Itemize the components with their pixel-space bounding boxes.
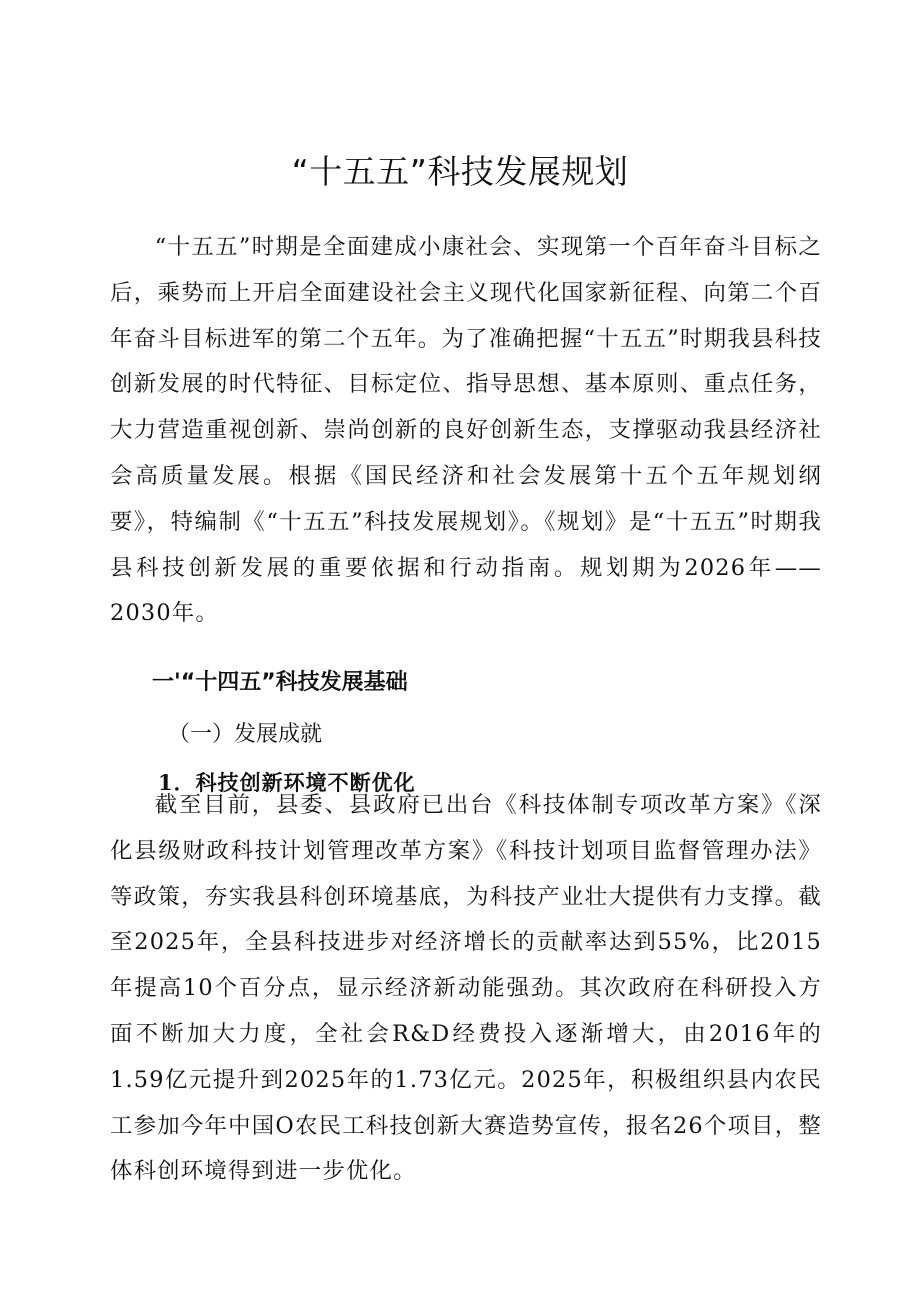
environment-optimization-paragraph: 截至目前，县委、县政府已出台《科技体制专项改革方案》《深化县级财政科技计划管理改革方案》《科技计划项目监督管理办法》等政策，夯实我县科创环境基底，为科技产业壮大提供有力支撑。截至2025年，全县科技进步对经济增长的贡献率达到55%，比2015年提高10个百分点，显示经济新动能强劲。其次政府在科研投入方面不断加大力度，全社会R&D经费投入逐渐增大，由2016年的1.59亿元提升到2025年的1.73亿元。2025年，积极组织县内农民工参加今年中国O农民工科技创新大赛造势宣传，报名26个项目，整体科创环境得到进一步优化。 [110, 792, 822, 1185]
intro-paragraph: “十五五”时期是全面建成小康社会、实现第一个百年奋斗目标之后，乘势而上开启全面建设社会主义现代化国家新征程、向第二个百年奋斗目标进军的第二个五年。为了准确把握“十五五”时期我县科技创新发展的时代特征、目标定位、指导思想、基本原则、重点任务，大力营造重视创新、崇尚创新的良好创新生态，支撑驱动我县经济社会高质量发展。根据《国民经济和社会发展第十五个五年规划纲要》，特编制《“十五五”科技发展规划》。《规划》是“十五五”时期我县科技创新发展的重要依据和行动指南。规划期为2026年——2030年。 [110, 234, 822, 627]
section-heading-foundation: 一'“十四五”科技发展基础 [152, 670, 408, 696]
document-title: “十五五”科技发展规划 [291, 152, 629, 192]
item-heading-environment-optimization: 1．科技创新环境不断优化 [158, 769, 416, 795]
subsection-heading-achievements: （一）发展成就 [168, 722, 323, 747]
